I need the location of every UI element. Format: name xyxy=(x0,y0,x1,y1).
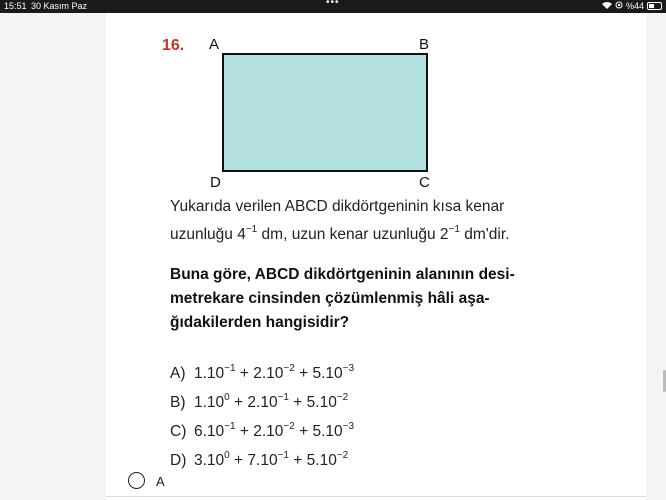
options-list xyxy=(170,357,354,473)
question-prompt-line-3: ğıdakilerden hangisidir? xyxy=(170,314,350,331)
option-exponent: −3 xyxy=(342,421,355,432)
battery-icon xyxy=(647,2,662,10)
option-term: 1.10 xyxy=(194,394,225,411)
answer-radio-a[interactable] xyxy=(128,472,145,489)
option-exponent: 0 xyxy=(224,392,230,403)
option-term: + 7.10 xyxy=(229,452,278,469)
option-a xyxy=(170,357,354,386)
status-time: 15:51 xyxy=(4,1,27,11)
divider xyxy=(106,496,646,497)
option-term: + 5.10 xyxy=(288,394,337,411)
status-right xyxy=(602,1,662,11)
option-exponent: −1 xyxy=(277,450,289,461)
option-letter: B) xyxy=(170,394,186,411)
question-prompt-line-2: metrekare cinsinden çözümlenmiş hâli aşa- xyxy=(170,290,490,307)
vertex-a-label: A xyxy=(209,36,220,53)
question-stem-line-2 xyxy=(170,219,509,246)
rectangle-abcd xyxy=(222,53,428,172)
option-term: + 2.10 xyxy=(235,365,284,382)
option-exponent: 0 xyxy=(224,450,230,461)
option-exponent: −1 xyxy=(277,392,289,403)
option-exponent: −2 xyxy=(283,421,295,432)
option-letter: D) xyxy=(170,452,187,469)
multitasking-dots[interactable]: ••• xyxy=(326,0,340,8)
option-exponent: −3 xyxy=(342,363,355,374)
orientation-lock-icon xyxy=(615,1,623,11)
option-term: 3.10 xyxy=(194,452,225,469)
option-term: + 5.10 xyxy=(294,423,343,440)
option-d xyxy=(170,444,354,473)
question-prompt-line-1: Buna göre, ABCD dikdörtgeninin alanının desi- xyxy=(170,266,515,283)
stem-part-long-side: dm, uzun kenar uzunluğu 2 xyxy=(257,226,449,243)
status-date: 30 Kasım Paz xyxy=(31,1,88,11)
option-exponent: −2 xyxy=(336,450,349,461)
stem-exponent-2: −1 xyxy=(448,224,460,235)
option-b xyxy=(170,386,354,415)
option-letter: A) xyxy=(170,365,186,382)
question-page xyxy=(106,13,646,500)
option-term: 6.10 xyxy=(194,423,225,440)
vertex-c-label: C xyxy=(419,174,430,191)
battery-percent: %44 xyxy=(625,1,644,11)
option-term: + 5.10 xyxy=(294,365,343,382)
option-exponent: −2 xyxy=(336,392,349,403)
status-bar xyxy=(0,0,666,13)
vertex-d-label: D xyxy=(210,174,221,191)
vertex-b-label: B xyxy=(419,36,430,53)
option-c xyxy=(170,415,354,444)
stem-part-end: dm'dir. xyxy=(459,226,510,243)
stem-exponent-1: −1 xyxy=(245,224,258,235)
answer-choice-label[interactable]: A xyxy=(156,474,165,489)
option-letter: C) xyxy=(170,423,187,440)
option-exponent: −2 xyxy=(283,363,295,374)
wifi-icon xyxy=(602,1,612,11)
option-exponent: −1 xyxy=(224,363,236,374)
option-term: + 2.10 xyxy=(235,423,284,440)
option-term: 1.10 xyxy=(194,365,225,382)
option-term: + 2.10 xyxy=(229,394,278,411)
question-number: 16. xyxy=(162,37,185,54)
question-stem-line-1: Yukarıda verilen ABCD dikdörtgeninin kısa kenar xyxy=(170,198,505,215)
option-term: + 5.10 xyxy=(288,452,337,469)
stem-part-short-side: uzunluğu 4 xyxy=(170,226,246,243)
option-exponent: −1 xyxy=(224,421,236,432)
